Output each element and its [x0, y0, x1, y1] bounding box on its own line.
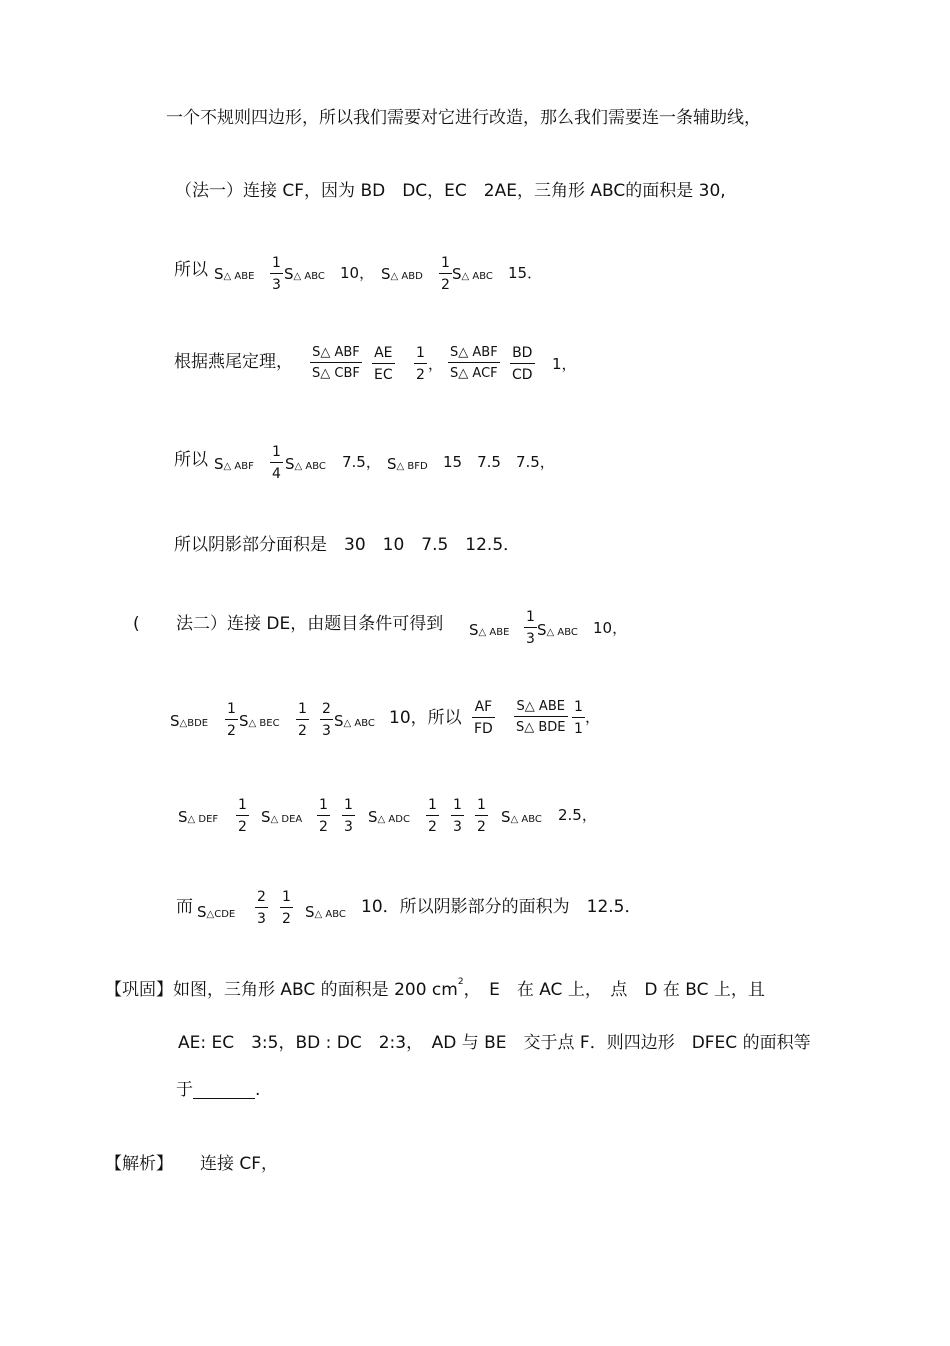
l9-s3: S△ ADC	[368, 808, 410, 826]
l8-frac-a: AF FD	[474, 699, 493, 737]
l3-s2: S△ ABC	[284, 265, 325, 283]
l9-frac1: 1 2	[238, 797, 247, 835]
l3-frac2: 1 2	[441, 255, 450, 293]
l9-frac4: 1 2	[428, 797, 437, 835]
l8-frac-b: S△ ABE S△ BDE	[516, 699, 566, 735]
l7-frac: 1 3	[526, 609, 535, 647]
l5-frac: 1 4	[272, 444, 281, 482]
l8-s1: S△BDE	[170, 712, 209, 730]
l9-frac6: 1 2	[477, 797, 486, 835]
l8-frac3: 2 3	[322, 701, 331, 739]
l9-frac3: 1 3	[344, 797, 353, 835]
l7-text: 法二）连接 DE，由题目条件可得到	[176, 614, 444, 634]
l4-frac-e: BD CD	[512, 345, 533, 383]
l5-prefix: 所以	[174, 450, 208, 470]
l9-s2: S△ DEA	[261, 808, 303, 826]
l9-s4: S△ ABC	[501, 808, 542, 826]
l3-prefix: 所以	[174, 260, 208, 280]
l8-end: ，	[585, 708, 601, 726]
line-13: 于 .	[176, 1080, 261, 1100]
l7-value: 10，	[593, 619, 628, 637]
l7-s1: S△ ABE	[469, 621, 510, 639]
l9-frac2: 1 2	[319, 797, 328, 835]
l10-prefix: 而	[176, 897, 193, 917]
l10-value: 10．所以阴影部分的面积为 12.5．	[361, 897, 642, 917]
l3-v2: 15．	[508, 264, 543, 282]
line-1: 一个不规则四边形，所以我们需要对它进行改造，那么我们需要连一条辅助线，	[166, 108, 761, 128]
l4-frac-c: 1 2	[416, 345, 425, 383]
l3-v1: 10，	[340, 264, 375, 282]
line-12: AE: EC 3:5，BD : DC 2:3， AD 与 BE 交于点 F．则四边形 DFEC 的面积等	[178, 1033, 811, 1053]
l10-s1: S△CDE	[197, 903, 236, 921]
l10-frac1: 2 3	[257, 889, 266, 927]
l8-frac1: 1 2	[227, 701, 236, 739]
l8-s3: S△ ABC	[334, 712, 375, 730]
l10-s2: S△ ABC	[305, 903, 346, 921]
l8-value: 10，所以	[389, 708, 462, 728]
l4-value: 1，	[552, 355, 577, 373]
l7-s2: S△ ABC	[537, 621, 578, 639]
l5-v1: 7.5，	[342, 453, 381, 471]
analysis-text: 连接 CF，	[200, 1154, 279, 1174]
l5-s2: S△ ABC	[285, 455, 326, 473]
line-11-consolidate: 【巩固】如图，三角形 ABC 的面积是 200 $cm^2$， E 在 AC 上， 点 D 在 BC 上，且	[105, 977, 765, 1000]
l3-s1: S△ ABE	[214, 265, 255, 283]
l3-frac1: 1 3	[272, 255, 281, 293]
l9-frac5: 1 3	[453, 797, 462, 835]
answer-blank[interactable]	[193, 1084, 255, 1099]
l10-frac2: 1 2	[282, 889, 291, 927]
l8-frac-c: 1 1	[574, 699, 583, 737]
l3-s3: S△ ABD	[381, 265, 423, 283]
line-6: 所以阴影部分面积是 30 10 7.5 12.5．	[174, 535, 521, 555]
line-2: （法一）连接 CF，因为 BD DC，EC 2AE，三角形 ABC的面积是 30,	[175, 181, 726, 201]
l7-open-paren: (	[133, 614, 140, 634]
l8-s2: S△ BEC	[239, 712, 280, 730]
l9-value: 2.5，	[558, 806, 597, 824]
l5-s3: S△ BFD	[387, 455, 428, 473]
l9-s1: S△ DEF	[178, 808, 219, 826]
l8-frac2: 1 2	[298, 701, 307, 739]
l4-comma: ，	[428, 355, 444, 373]
l4-frac-d: S△ ABF S△ ACF	[450, 345, 498, 381]
l5-s1: S△ ABF	[214, 455, 254, 473]
l4-prefix: 根据燕尾定理，	[174, 352, 293, 372]
analysis-tag: 【解析】	[105, 1154, 173, 1174]
l4-frac-a: S△ ABF S△ CBF	[312, 345, 360, 381]
l4-frac-b: AE EC	[374, 345, 393, 383]
l3-s4: S△ ABC	[452, 265, 493, 283]
l5-v2: 15 7.5 7.5，	[443, 453, 555, 471]
